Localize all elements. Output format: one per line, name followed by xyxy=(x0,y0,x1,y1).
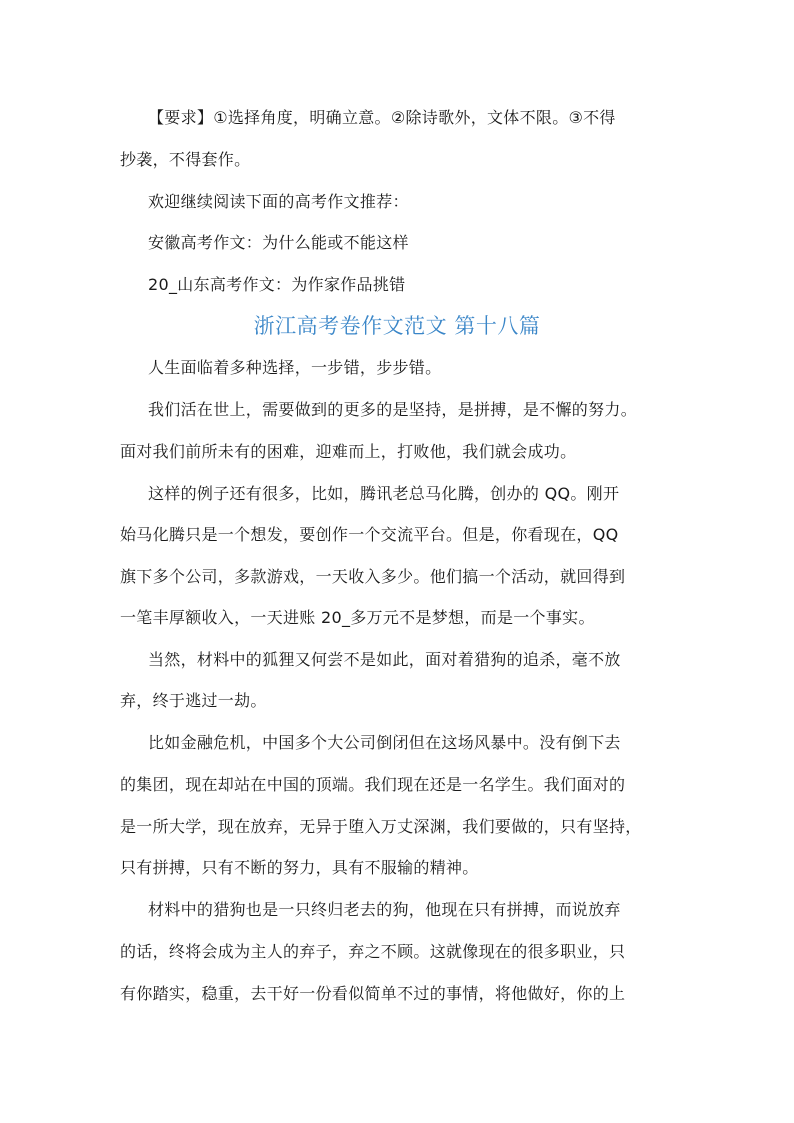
body-line: 人生面临着多种选择，一步错，步步错。 xyxy=(148,358,442,377)
body-line: 有你踏实，稳重，去干好一份看似简单不过的事情，将他做好，你的上 xyxy=(120,984,626,1003)
body-line: 是一所大学，现在放弃，无异于堕入万丈深渊，我们要做的，只有坚持， xyxy=(120,817,642,836)
body-line: 比如金融危机，中国多个大公司倒闭但在这场风暴中。没有倒下去 xyxy=(148,733,621,752)
article-title: 浙江高考卷作文范文 第十八篇 xyxy=(253,314,541,338)
recommend-intro: 欢迎继续阅读下面的高考作文推荐： xyxy=(148,192,409,211)
body-line: 弃，终于逃过一劫。 xyxy=(120,691,267,710)
body-line: 当然，材料中的狐狸又何尝不是如此，面对着猎狗的追杀，毫不放 xyxy=(148,650,621,669)
body-line: 旗下多个公司，多款游戏，一天收入多少。他们搞一个活动，就回得到 xyxy=(120,567,626,586)
body-line: 的话，终将会成为主人的弃子，弃之不顾。这就像现在的很多职业，只 xyxy=(120,942,626,961)
recommend-link-1[interactable]: 安徽高考作文：为什么能或不能这样 xyxy=(148,233,409,252)
body-line: 这样的例子还有很多，比如，腾讯老总马化腾，创办的 QQ。刚开 xyxy=(148,484,620,503)
body-line: 只有拼搏，只有不断的努力，具有不服输的精神。 xyxy=(120,858,479,877)
recommend-link-2[interactable]: 20_山东高考作文：为作家作品挑错 xyxy=(148,275,406,294)
body-line: 的集团，现在却站在中国的顶端。我们现在还是一名学生。我们面对的 xyxy=(120,775,626,794)
body-line: 一笔丰厚额收入，一天进账 20_多万元不是梦想，而是一个事实。 xyxy=(120,608,595,627)
body-line: 面对我们前所未有的困难，迎难而上，打败他，我们就会成功。 xyxy=(120,442,577,461)
body-line: 材料中的猎狗也是一只终归老去的狗，他现在只有拼搏，而说放弃 xyxy=(148,900,621,919)
requirements-line-1: 【要求】①选择角度，明确立意。②除诗歌外，文体不限。③不得 xyxy=(148,108,616,127)
requirements-line-2: 抄袭，不得套作。 xyxy=(120,150,251,169)
body-line: 始马化腾只是一个想发，要创作一个交流平台。但是，你看现在，QQ xyxy=(120,525,619,544)
body-line: 我们活在世上，需要做到的更多的是坚持，是拼搏，是不懈的努力。 xyxy=(148,400,638,419)
